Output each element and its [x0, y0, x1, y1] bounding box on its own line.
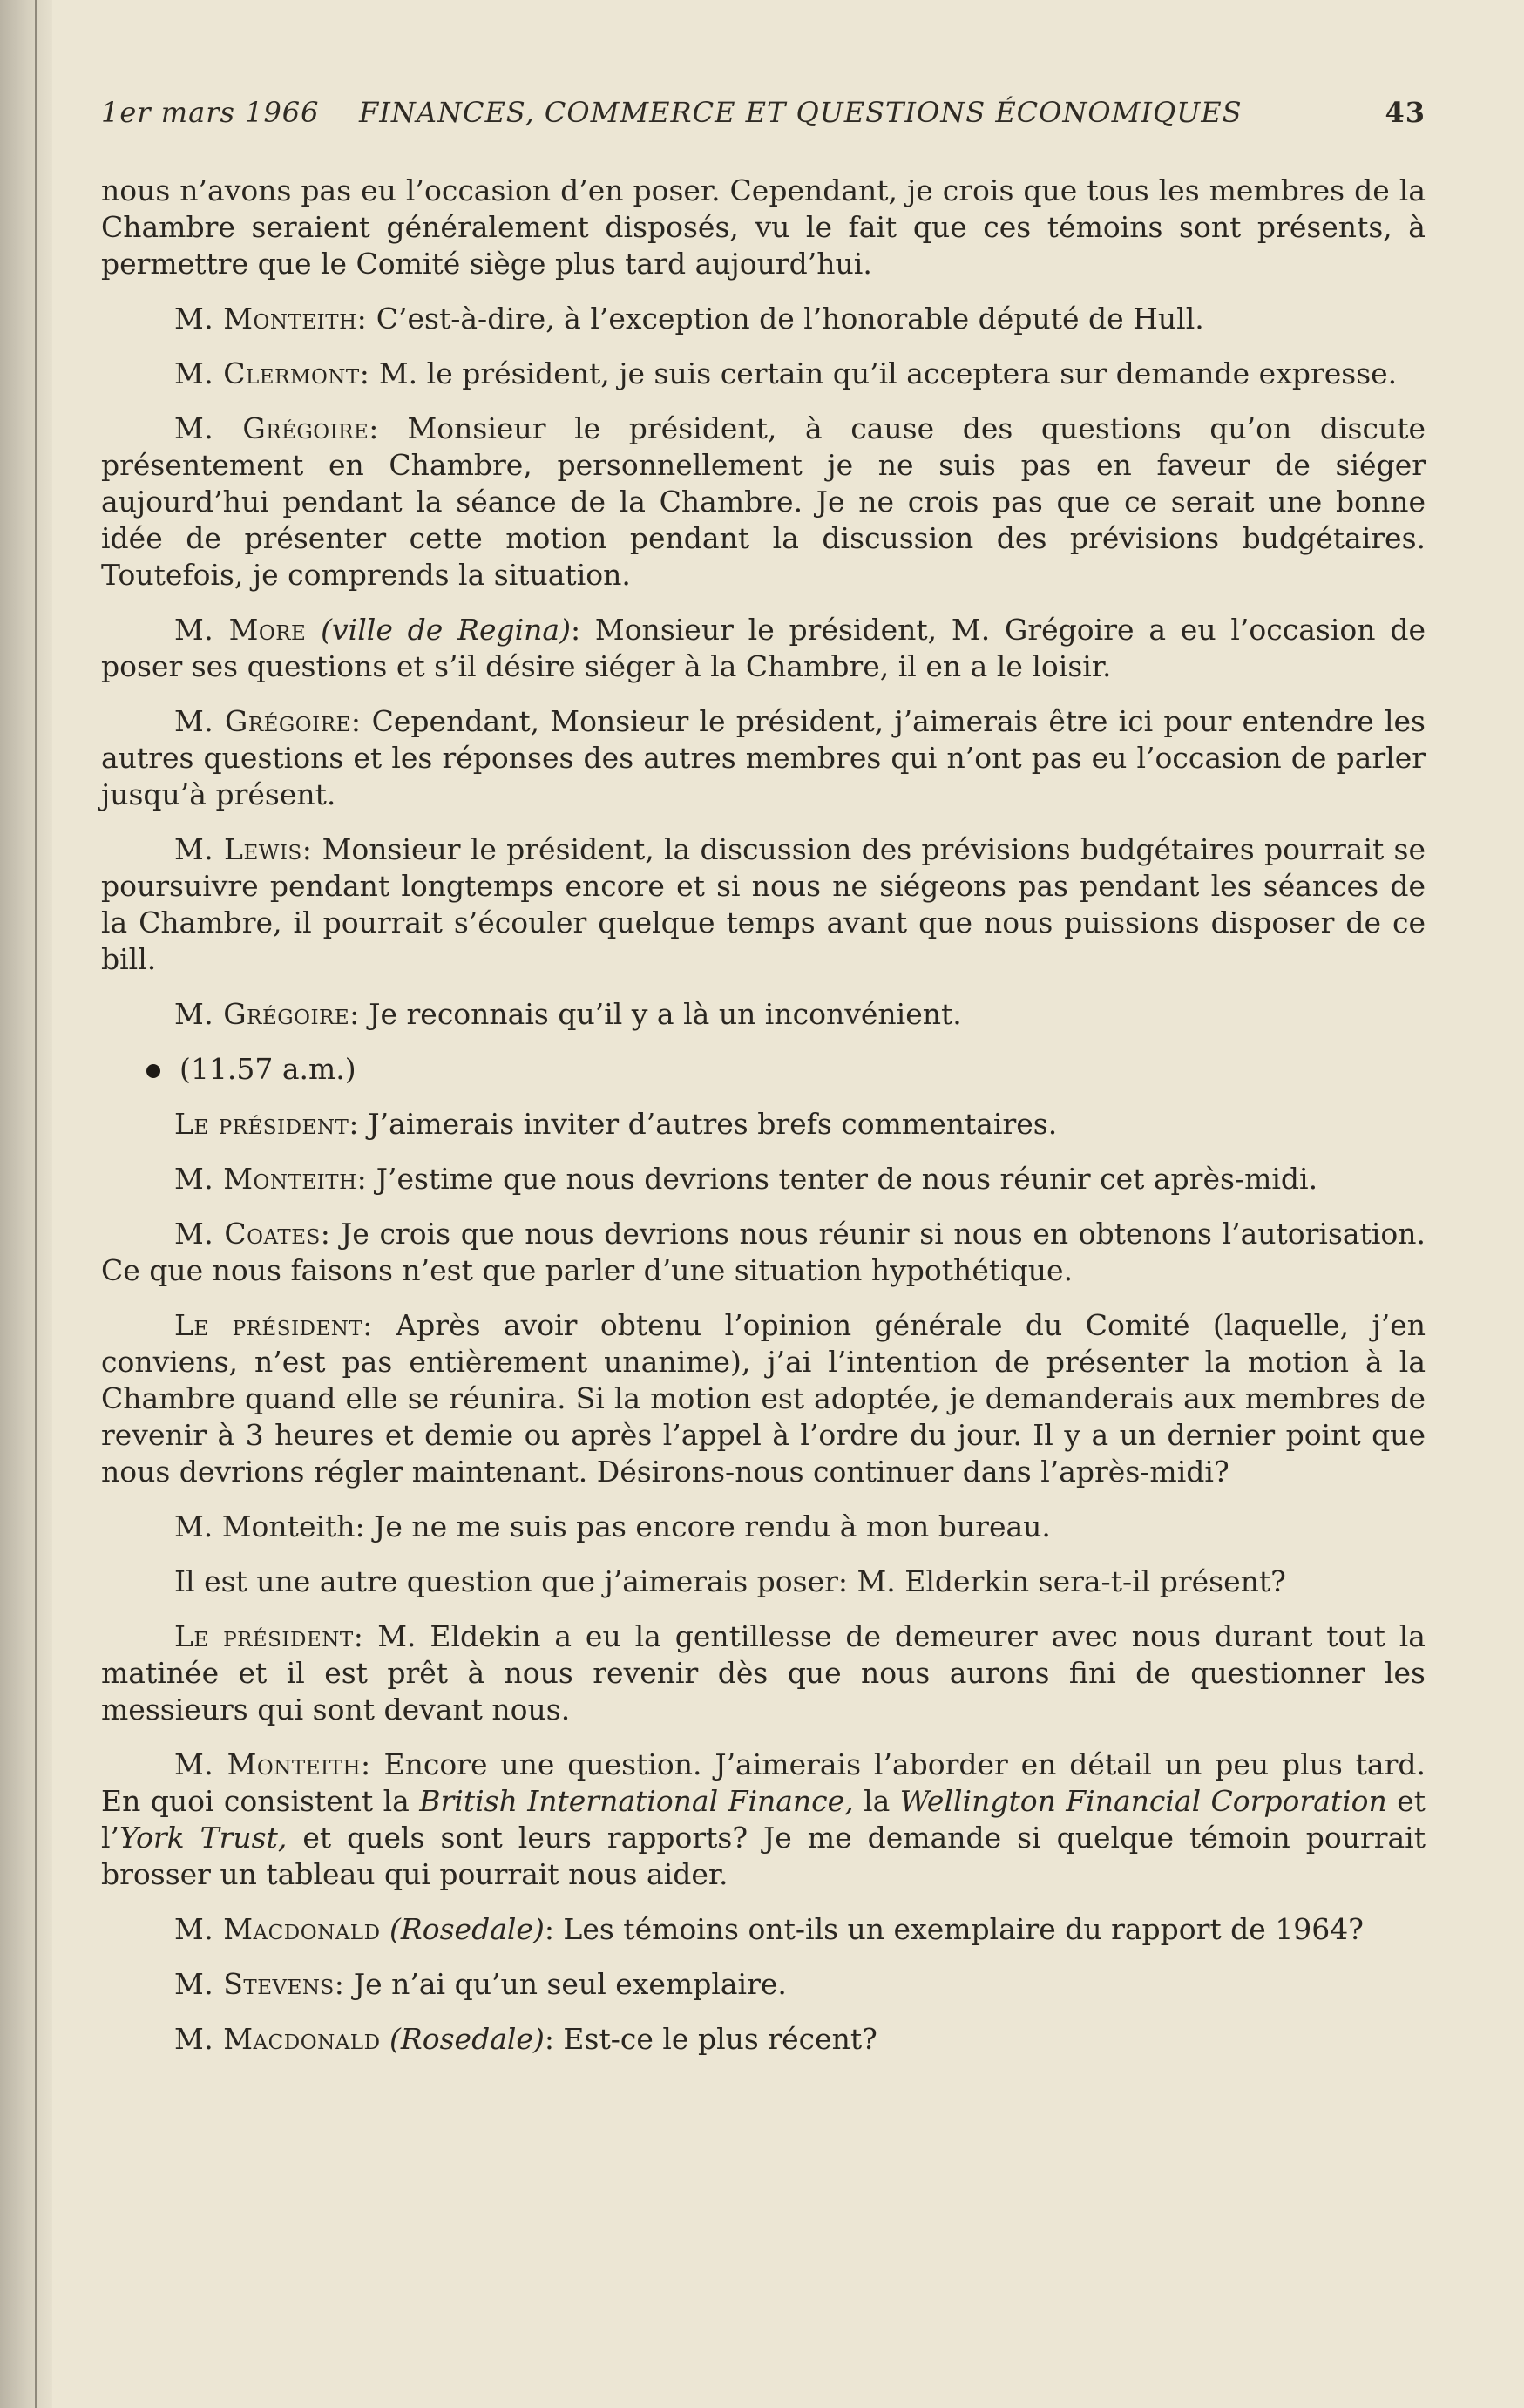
speaker-label: M. Monteith: [174, 1509, 365, 1543]
document-page [101, 87, 1426, 2076]
riding-label: (Rosedale) [389, 1912, 545, 1946]
paragraph-president-3: Le président: M. Eldekin a eu la gentillesse de demeurer avec nous durant tout la matinée et il est prêt à nous revenir dès que nous aurons fini de questionner les messieurs qui sont devant nous. [101, 1619, 1426, 1726]
speaker-label: M. Stevens: [174, 1967, 345, 2001]
paragraph-question: Il est une autre question que j’aimerais poser: M. Elderkin sera-t-il présent? [174, 1564, 1286, 1598]
paragraph-macdonald-1: M. Macdonald (Rosedale): Les témoins ont-ils un exemplaire du rapport de 1964? [174, 1912, 1364, 1946]
speaker-label: Le président: [174, 1308, 373, 1342]
speaker-label: M. Grégoire: [174, 411, 379, 445]
body-text [101, 173, 1426, 2058]
paragraph-continuation: nous n’avons pas eu l’occasion d’en poser. Cependant, je crois que tous les membres de la Chambre seraient généralement disposés, vu le fait que ces témoins sont présents, à permettre que le Comité siège plus tard aujourd’hui. [101, 173, 1426, 281]
paragraph-monteith-2: M. Monteith: J’estime que nous devrions tenter de nous réunir cet après-midi. [174, 1162, 1318, 1196]
paragraph-gregoire-3: M. Grégoire: Je reconnais qu’il y a là un inconvénient. [174, 997, 962, 1031]
paragraph-stevens: M. Stevens: Je n’ai qu’un seul exemplaire. [174, 1967, 787, 2001]
riding-label: (ville de Regina) [321, 613, 571, 647]
riding-label: (Rosedale) [389, 2022, 545, 2056]
paragraph-monteith-1: M. Monteith: C’est-à-dire, à l’exception de l’honorable député de Hull. [174, 302, 1204, 336]
paragraph-monteith-3: M. Monteith: Je ne me suis pas encore rendu à mon bureau. [174, 1509, 1051, 1543]
speaker-label: Le président: [174, 1107, 359, 1141]
speaker-label: M. Monteith: [174, 1747, 371, 1781]
speaker-label: Le président: [174, 1619, 364, 1653]
binding-edge [35, 0, 37, 2408]
paragraph-monteith-4: M. Monteith: Encore une question. J’aimerais l’aborder en détail un peu plus tard. En quoi consistent la British International Finance, la Wellington Financial Corporation et l’York Trust, et quels sont leurs rapports? Je me demande si quelque témoin pourrait brosser un tableau qui pourrait nous aider. [101, 1747, 1426, 1891]
page-number: 43 [1385, 96, 1426, 129]
paragraph-president-2: Le président: Après avoir obtenu l’opinion générale du Comité (laquelle, j’en conviens, n’est pas entièrement unanime), j’ai l’intention de présenter la motion à la Chambre quand elle se réunira. Si la motion est adoptée, je demanderais aux membres de revenir à 3 heures et demie ou après l’appel à l’ordre du jour. Il y a un dernier point que nous devrions régler maintenant. Désirons-nous continuer dans l’après-midi? [101, 1308, 1426, 1489]
bullet-icon [146, 1064, 160, 1078]
header-title: FINANCES, COMMERCE ET QUESTIONS ÉCONOMIQUES [359, 96, 1243, 129]
paragraph-more: M. More (ville de Regina): Monsieur le président, M. Grégoire a eu l’occasion de poser ses questions et s’il désire siéger à la Chambre, il en a le loisir. [101, 613, 1426, 683]
speaker-label: M. Macdonald [174, 2022, 381, 2056]
paragraph-lewis: M. Lewis: Monsieur le président, la discussion des prévisions budgétaires pourrait se poursuivre pendant longtemps encore et si nous ne siégeons pas pendant les séances de la Chambre, il pourrait s’écouler quelque temps avant que nous puissions disposer de ce bill. [101, 832, 1426, 976]
time-marker: (11.57 a.m.) [101, 1051, 1426, 1088]
header-date: 1er mars 1966 [101, 96, 320, 129]
paragraph-gregoire-2: M. Grégoire: Cependant, Monsieur le président, j’aimerais être ici pour entendre les autres questions et les réponses des autres membres qui n’ont pas eu l’occasion de parler jusqu’à présent. [101, 704, 1426, 811]
speaker-label: M. Monteith: [174, 1162, 368, 1196]
speaker-label: M. Coates: [174, 1217, 331, 1251]
speaker-label: M. Clermont: [174, 356, 370, 390]
speaker-label: M. Grégoire: [174, 704, 362, 738]
paragraph-coates: M. Coates: Je crois que nous devrions nous réunir si nous en obtenons l’autorisation. Ce que nous faisons n’est que parler d’une situation hypothétique. [101, 1217, 1426, 1287]
binding-gutter [0, 0, 52, 2408]
paragraph-president-1: Le président: J’aimerais inviter d’autres brefs commentaires. [174, 1107, 1058, 1141]
paragraph-macdonald-2: M. Macdonald (Rosedale): Est-ce le plus récent? [174, 2022, 877, 2056]
speaker-label: M. More [174, 613, 307, 647]
speaker-label: M. Monteith: [174, 302, 368, 336]
speaker-label: M. Grégoire: [174, 997, 360, 1031]
paragraph-gregoire-1: M. Grégoire: Monsieur le président, à cause des questions qu’on discute présentement en Chambre, personnellement je ne suis pas en faveur de siéger aujourd’hui pendant la séance de la Chambre. Je ne crois pas que ce serait une bonne idée de présenter cette motion pendant la discussion des prévisions budgétaires. Toutefois, je comprends la situation. [101, 411, 1426, 592]
running-head [101, 87, 1426, 139]
speaker-label: M. Lewis: [174, 832, 313, 866]
speaker-label: M. Macdonald [174, 1912, 381, 1946]
paragraph-clermont: M. Clermont: M. le président, je suis certain qu’il acceptera sur demande expresse. [174, 356, 1398, 390]
